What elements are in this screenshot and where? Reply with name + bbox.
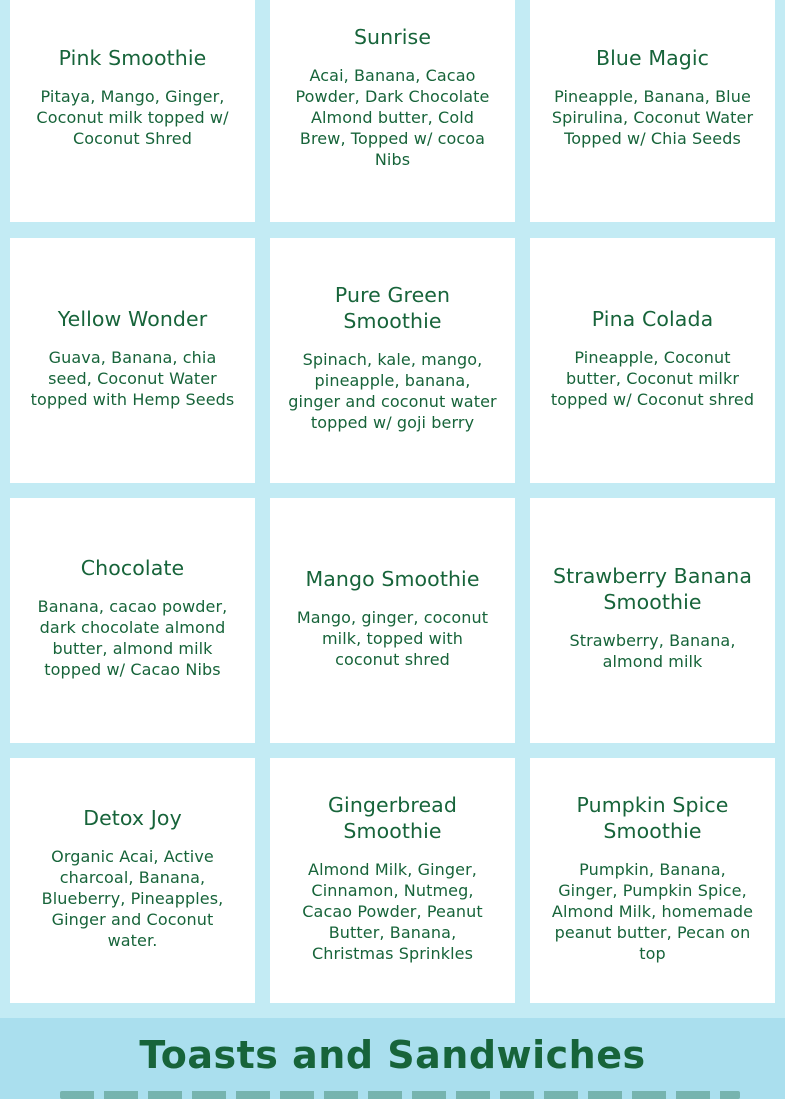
- menu-card-pink-smoothie: [10, 0, 255, 222]
- menu-card-sunrise: [270, 0, 515, 222]
- menu-card-gingerbread-smoothie: [270, 758, 515, 1003]
- menu-card-yellow-wonder: [10, 238, 255, 483]
- menu-card-description: Pumpkin, Banana, Ginger, Pumpkin Spice, Almond Milk, homemade peanut butter, Pecan on top: [551, 859, 754, 963]
- menu-card-description: Pitaya, Mango, Ginger, Coconut milk topped w/ Coconut Shred: [36, 86, 229, 148]
- menu-card-chocolate: [10, 498, 255, 743]
- menu-card-description: Strawberry, Banana, almond milk: [569, 631, 736, 671]
- clipped-subtitle-line: [60, 1091, 740, 1099]
- menu-card-title: Gingerbread Smoothie: [328, 792, 457, 843]
- menu-card-description: Pineapple, Coconut butter, Coconut milkr topped w/ Coconut shred: [550, 347, 755, 409]
- menu-card-detox-joy: [10, 758, 255, 1003]
- menu-card-title: Yellow Wonder: [57, 306, 208, 331]
- menu-card-description: Banana, cacao powder, dark chocolate almond butter, almond milk topped w/ Cacao Nibs: [37, 597, 228, 679]
- menu-card-title: Mango Smoothie: [305, 566, 480, 591]
- menu-card-title: Sunrise: [353, 24, 432, 49]
- menu-card-description: Acai, Banana, Cacao Powder, Dark Chocolate Almond butter, Cold Brew, Topped w/ cocoa Nibs: [295, 65, 490, 169]
- section-title: Toasts and Sandwiches: [139, 1033, 646, 1077]
- menu-card-strawberry-banana-smoothie: [530, 498, 775, 743]
- menu-card-title: Pina Colada: [591, 306, 714, 331]
- menu-card-title: Chocolate: [80, 556, 185, 580]
- menu-card-blue-magic: [530, 0, 775, 222]
- menu-card-title: Pure Green Smoothie: [334, 283, 451, 333]
- menu-card-description: Almond Milk, Ginger, Cinnamon, Nutmeg, Cacao Powder, Peanut Butter, Banana, Christmas Sprinkles: [302, 859, 483, 963]
- menu-card-title: Detox Joy: [83, 805, 182, 830]
- clipped-subtitle-shape: [60, 1091, 740, 1099]
- menu-card-description: Guava, Banana, chia seed, Coconut Water topped with Hemp Seeds: [30, 347, 235, 409]
- menu-card-description: Organic Acai, Active charcoal, Banana, Blueberry, Pineapples, Ginger and Coconut water.: [41, 846, 224, 950]
- menu-card-mango-smoothie: [270, 498, 515, 743]
- menu-card-description: Pineapple, Banana, Blue Spirulina, Coconut Water Topped w/ Chia Seeds: [551, 86, 754, 148]
- menu-card-pumpkin-spice-smoothie: [530, 758, 775, 1003]
- menu-card-title: Pink Smoothie: [58, 45, 207, 70]
- menu-card-title: Pumpkin Spice Smoothie: [576, 792, 729, 843]
- menu-card-description: Mango, ginger, coconut milk, topped with coconut shred: [296, 607, 489, 669]
- menu-card-title: Strawberry Banana Smoothie: [552, 564, 752, 614]
- menu-card-description: Spinach, kale, mango, pineapple, banana, ginger and coconut water topped w/ goji berry: [288, 350, 497, 432]
- menu-card-title: Blue Magic: [595, 45, 710, 70]
- menu-card-pure-green-smoothie: [270, 238, 515, 483]
- menu-card-pina-colada: [530, 238, 775, 483]
